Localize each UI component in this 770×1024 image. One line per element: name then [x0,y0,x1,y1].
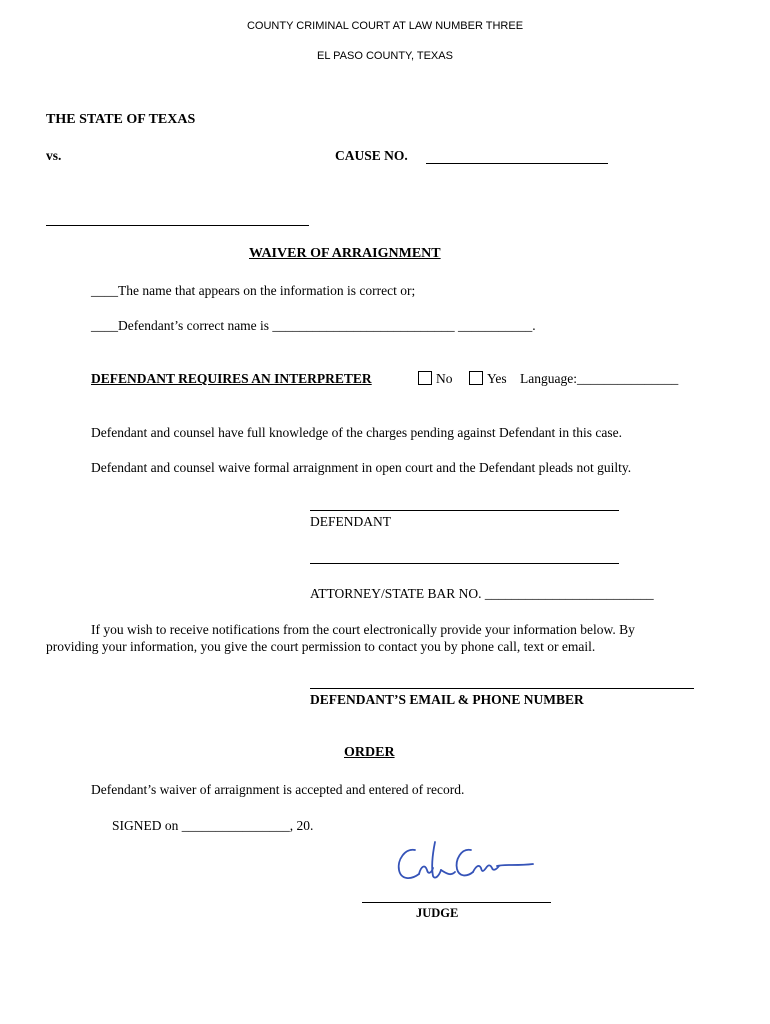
notification-text-line2: providing your information, you give the court permission to contact you by phone call, text or email. [46,639,596,654]
attorney-bar-label: ATTORNEY/STATE BAR NO. _________________________ [310,586,654,601]
vs-label: vs. [46,148,62,163]
order-title: ORDER [344,745,395,760]
cause-number-label: CAUSE NO. [335,148,408,163]
cause-number-line [426,163,608,164]
state-of-texas: THE STATE OF TEXAS [46,112,196,127]
contact-line [310,688,694,689]
form-title: WAIVER OF ARRAIGNMENT [249,246,441,261]
interpreter-yes-label: Yes [487,371,507,386]
interpreter-language: Language:_______________ [520,371,679,386]
interpreter-yes-checkbox[interactable] [469,371,483,385]
defendant-signature-label: DEFENDANT [310,514,391,529]
order-text: Defendant’s waiver of arraignment is accepted and entered of record. [91,782,465,797]
judge-signature-line [362,902,551,903]
interpreter-no-checkbox[interactable] [418,371,432,385]
interpreter-no-label: No [436,371,453,386]
interpreter-label: DEFENDANT REQUIRES AN INTERPRETER [91,371,372,386]
signed-on-line: SIGNED on ________________, 20. [112,818,314,833]
defendant-name-line [46,225,309,226]
interpreter-no-option[interactable] [418,371,453,387]
statement-waiver: Defendant and counsel waive formal arraignment in open court and the Defendant pleads not guilty. [91,460,632,475]
notification-text-line1: If you wish to receive notifications from the court electronically provide your information below. By [91,622,635,637]
judge-signature [393,836,543,892]
county-name: EL PASO COUNTY, TEXAS [317,50,453,62]
attorney-signature-line [310,563,619,564]
interpreter-yes-option[interactable] [469,371,507,387]
contact-label: DEFENDANT’S EMAIL & PHONE NUMBER [310,692,584,707]
defendant-signature-line [310,510,619,511]
name-corrected-option: ____Defendant’s correct name is ___________________________ ___________. [91,318,536,333]
judge-label: JUDGE [416,906,459,920]
statement-knowledge: Defendant and counsel have full knowledge of the charges pending against Defendant in this case. [91,425,622,440]
court-name: COUNTY CRIMINAL COURT AT LAW NUMBER THREE [246,20,524,32]
name-correct-option: ____The name that appears on the information is correct or; [91,283,416,298]
